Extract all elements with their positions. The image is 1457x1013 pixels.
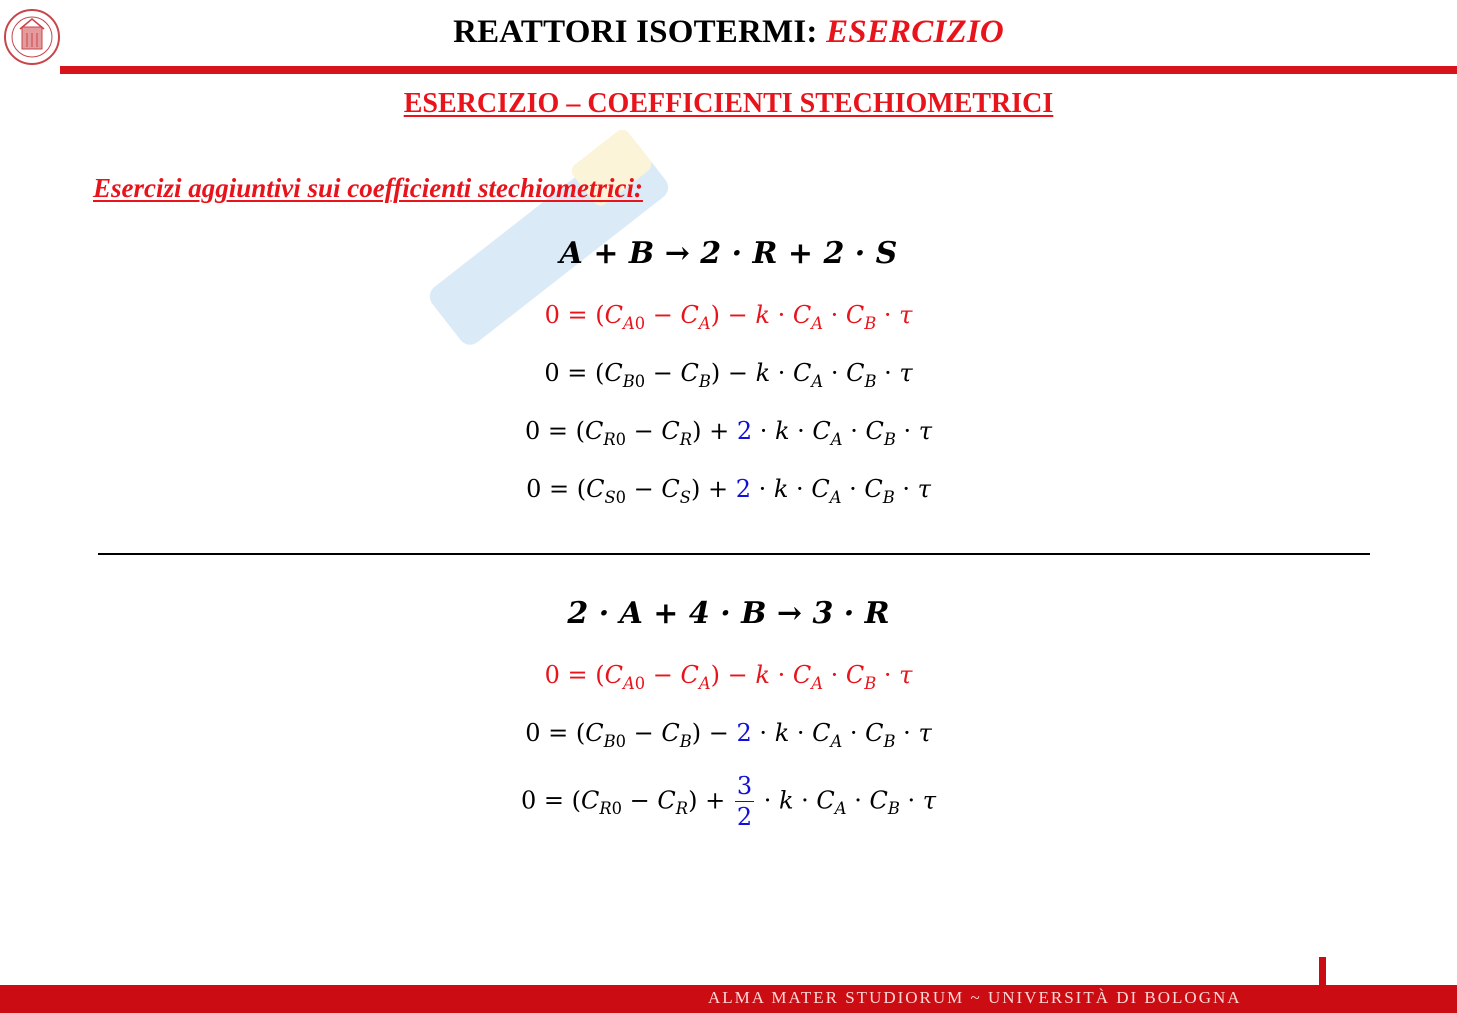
title-accent: ESERCIZIO xyxy=(826,14,1004,50)
footer-text: ALMA MATER STUDIORUM ~ UNIVERSITÀ DI BOLOGNA xyxy=(708,988,1242,1007)
intro-text: Esercizi aggiuntivi sui coefficienti stechiometrici: xyxy=(93,173,643,203)
balance-eq-R-1: $0 = (C_{R0} - C_R) + 2 \cdot k \cdot C_A \cdot C_B \cdot \tau$ xyxy=(524,417,933,449)
balance-eq-R-2: $0 = (C_{R0} - C_R)$ + $\frac{3}{2}$ · $k \cdot C_A \cdot C_B \cdot \tau$ xyxy=(520,772,937,832)
page-title xyxy=(0,14,1457,51)
section-subtitle: ESERCIZIO – COEFFICIENTI STECHIOMETRICI xyxy=(403,88,1054,119)
fraction-denominator: 2 xyxy=(736,803,753,832)
reaction-2: 2 · A + 4 · B → 3 · R xyxy=(567,596,890,631)
fraction-coefficient-R-2 xyxy=(735,774,754,830)
reaction-1: A + B → 2 · R + 2 · S xyxy=(559,236,898,271)
coefficient-S-1: 2 xyxy=(735,475,751,503)
balance-eq-B-2: $0 = (C_{B0} - C_B) - 2 \cdot k \cdot C_A \cdot C_B \cdot \tau$ xyxy=(525,719,932,751)
header-bar xyxy=(60,66,1457,74)
fraction-numerator: 3 xyxy=(735,774,754,802)
coefficient-R-1: 2 xyxy=(736,417,753,445)
balance-eq-S-1: $0 = (C_{S0} - C_S) + 2 \cdot k \cdot C_A \cdot C_B \cdot \tau$ xyxy=(526,475,931,507)
title-main: REATTORI ISOTERMI: xyxy=(453,14,827,50)
balance-eq-B-1: $0 = (C_{B0} - C_B) - k \cdot C_A \cdot C_B \cdot \tau$ xyxy=(544,359,913,391)
balance-eq-A-2: $0 = (C_{A0} - C_A) - k \cdot C_A \cdot C_B \cdot \tau$ xyxy=(544,661,913,693)
balance-eq-A-1: $0 = (C_{A0} - C_A) - k \cdot C_A \cdot C_B \cdot \tau$ xyxy=(544,301,913,333)
coefficient-B-2: 2 xyxy=(736,719,752,747)
divider xyxy=(98,553,1370,555)
